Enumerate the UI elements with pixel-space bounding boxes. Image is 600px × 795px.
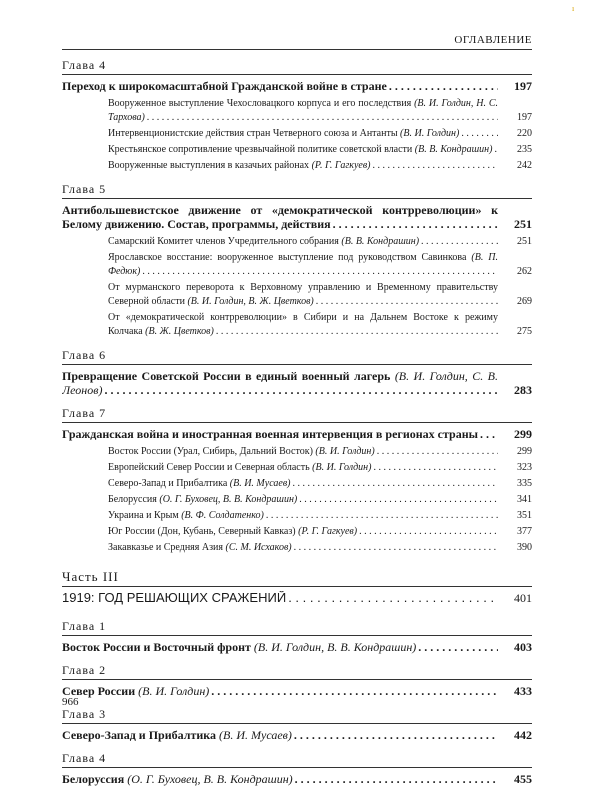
- entry-authors: (В. И. Голдин, С. В. Леонов): [62, 369, 498, 397]
- entry-text: [62, 772, 498, 786]
- entry-authors: (В. И. Голдин, В. В. Кондрашин): [253, 640, 417, 654]
- entry-title: От «демократической контрреволюции» в Сибири и на Дальнем Востоке к режиму Колчака: [108, 312, 498, 337]
- chapter-label: Глава 1: [62, 619, 107, 633]
- page-number: 377: [517, 526, 532, 537]
- entry-text: [62, 728, 498, 742]
- chapter-block: [62, 348, 532, 397]
- entry-authors: (В. В. Кондрашин): [414, 144, 493, 155]
- page-number: 235: [517, 144, 532, 155]
- entry-authors: (Р. Г. Гагкуев): [298, 526, 358, 537]
- section-entry[interactable]: [62, 251, 532, 279]
- chapter-label: Глава 2: [62, 663, 107, 677]
- divider: [62, 723, 532, 724]
- page-number: 251: [514, 217, 532, 231]
- page-number: 269: [517, 296, 532, 307]
- entry-title: Самарский Комитет членов Учредительного собрания: [108, 236, 339, 247]
- divider: [62, 767, 532, 768]
- toc-content: [62, 58, 532, 795]
- page-number: 197: [514, 79, 532, 93]
- entry-title: Переход к широкомасштабной Гражданской войне в стране: [62, 79, 387, 93]
- entry-title: Закавказье и Средняя Азия: [108, 542, 223, 553]
- part-title: 1919: ГОД РЕШАЮЩИХ СРАЖЕНИЙ . . .: [62, 591, 498, 605]
- entry-text: [62, 427, 498, 441]
- page-number: 442: [514, 728, 532, 742]
- divider: [62, 364, 532, 365]
- entry-text: [108, 143, 498, 157]
- entry-text: [108, 541, 498, 555]
- page-number: 455: [514, 772, 532, 786]
- entry-authors: (В. В. Кондрашин): [341, 236, 420, 247]
- entry-authors: (В. И. Голдин): [315, 446, 375, 457]
- section-entry[interactable]: [62, 127, 532, 141]
- chapter-title-entry[interactable]: [62, 79, 532, 93]
- chapter-title-entry[interactable]: [62, 684, 532, 698]
- page-number: 220: [517, 128, 532, 139]
- page-number: 323: [517, 462, 532, 473]
- page-number: 275: [517, 326, 532, 337]
- entry-authors: (О. Г. Буховец, В. В. Кондрашин): [159, 494, 298, 505]
- entry-text: [108, 445, 498, 459]
- entry-authors: (В. И. Мусаев): [229, 478, 291, 489]
- section-entry[interactable]: [62, 159, 532, 173]
- folio-page-number: 966: [62, 696, 79, 708]
- entry-title: Европейский Север России и Северная область: [108, 462, 310, 473]
- chapter-block: [62, 406, 532, 555]
- entry-authors: (В. И. Голдин): [312, 462, 372, 473]
- chapter-block: [62, 58, 532, 173]
- entry-title: Украина и Крым: [108, 510, 179, 521]
- entry-text: [108, 311, 498, 339]
- entry-title: От мурманского переворота к Верховному управлению и Временному правительству Северной области: [108, 282, 498, 307]
- chapter-block: [62, 619, 532, 654]
- bottom-chapters: [62, 619, 532, 786]
- chapter-label: Глава 4: [62, 751, 107, 765]
- entry-title: Восток России (Урал, Сибирь, Дальний Восток): [108, 446, 313, 457]
- page-number: 242: [517, 160, 532, 171]
- divider: [62, 198, 532, 199]
- page-number: 433: [514, 684, 532, 698]
- entry-authors: (С. М. Исхаков): [225, 542, 292, 553]
- entry-text: [62, 369, 498, 397]
- part-label: Часть III: [62, 569, 119, 584]
- section-entry[interactable]: [62, 525, 532, 539]
- entry-authors: (В. И. Голдин, В. Ж. Цветков): [187, 296, 314, 307]
- entry-authors: (В. И. Голдин): [400, 128, 460, 139]
- entry-title: Антибольшевистское движение от «демократической контрреволюции» к Белому движению. Состав, программы, действия: [62, 203, 498, 231]
- entry-text: [62, 203, 498, 231]
- entry-text: [108, 97, 498, 125]
- entry-title: Юг России (Дон, Кубань, Северный Кавказ): [108, 526, 296, 537]
- page-number: 299: [517, 446, 532, 457]
- entry-authors: (В. Ж. Цветков): [145, 326, 214, 337]
- entry-text: [108, 281, 498, 309]
- section-entry[interactable]: [62, 97, 532, 125]
- page-number: 197: [517, 112, 532, 123]
- page-number: 403: [514, 640, 532, 654]
- entry-text: [108, 493, 498, 507]
- entry-text: [62, 640, 498, 654]
- entry-text: [108, 235, 498, 249]
- page-number: 283: [514, 383, 532, 397]
- chapter-block: [62, 707, 532, 742]
- chapter-label: Глава 6: [62, 348, 107, 362]
- running-header: ОГЛАВЛЕНИЕ: [62, 34, 532, 50]
- entry-text: [108, 461, 498, 475]
- chapter-title-entry[interactable]: [62, 772, 532, 786]
- entry-authors: (В. И. Голдин): [138, 684, 210, 698]
- section-entry[interactable]: [62, 281, 532, 309]
- top-chapters: [62, 58, 532, 555]
- chapter-block: [62, 663, 532, 698]
- chapter-block: [62, 751, 532, 786]
- entry-title: Интервенционистские действия стран Четверного союза и Антанты: [108, 128, 398, 139]
- entry-text: [108, 159, 498, 173]
- page-number: 351: [517, 510, 532, 521]
- chapter-label: Глава 3: [62, 707, 107, 721]
- entry-title: Превращение Советской России в единый военный лагерь: [62, 369, 391, 383]
- chapter-title-entry[interactable]: [62, 640, 532, 654]
- corner-mark: ı: [572, 4, 575, 13]
- entry-text: [62, 684, 498, 698]
- chapter-title-entry[interactable]: [62, 203, 532, 231]
- entry-title: Крестьянское сопротивление чрезвычайной политике советской власти: [108, 144, 413, 155]
- chapter-title-entry[interactable]: [62, 369, 532, 397]
- entry-authors: (В. И. Голдин, Н. С. Тархова): [108, 98, 498, 123]
- entry-title: Вооруженные выступления в казачьих районах: [108, 160, 310, 171]
- entry-text: [108, 509, 498, 523]
- entry-title: Север России: [62, 684, 136, 698]
- entry-text: [108, 477, 498, 491]
- part-section: [62, 569, 532, 605]
- entry-authors: (В. И. Мусаев): [219, 728, 292, 742]
- entry-title: Северо-Запад и Прибалтика: [108, 478, 228, 489]
- entry-authors: (О. Г. Буховец, В. В. Кондрашин): [127, 772, 293, 786]
- page-number: 262: [517, 266, 532, 277]
- entry-title: Белоруссия: [62, 772, 125, 786]
- divider: [62, 679, 532, 680]
- entry-title: Вооруженное выступление Чехословацкого корпуса и его последствия: [108, 98, 412, 109]
- section-entry[interactable]: [62, 541, 532, 555]
- entry-authors: (В. Ф. Солдатенко): [181, 510, 264, 521]
- section-entry[interactable]: [62, 311, 532, 339]
- section-entry[interactable]: [62, 509, 532, 523]
- page-number: 335: [517, 478, 532, 489]
- page-number: 299: [514, 427, 532, 441]
- divider: [62, 586, 532, 587]
- divider: [62, 635, 532, 636]
- entry-text: [108, 127, 498, 141]
- entry-title: Северо-Запад и Прибалтика: [62, 728, 216, 742]
- section-entry[interactable]: [62, 493, 532, 507]
- divider: [62, 422, 532, 423]
- entry-title: Восток России и Восточный фронт: [62, 640, 251, 654]
- entry-title: Белоруссия: [108, 494, 157, 505]
- entry-text: [108, 251, 498, 279]
- entry-authors: (Р. Г. Гагкуев): [311, 160, 371, 171]
- section-entry[interactable]: [62, 143, 532, 157]
- chapter-label: Глава 4: [62, 58, 107, 72]
- section-entry[interactable]: [62, 235, 532, 249]
- part-entry[interactable]: [62, 591, 532, 605]
- section-entry[interactable]: [62, 477, 532, 491]
- entry-authors: (В. П. Федюк): [108, 252, 498, 277]
- page-number: 251: [517, 236, 532, 247]
- page-number: 390: [517, 542, 532, 553]
- entry-title: Ярославское восстание: вооруженное выступление под руководством Савинкова: [108, 252, 467, 263]
- chapter-label: Глава 5: [62, 182, 107, 196]
- page-number: 401: [514, 591, 532, 605]
- entry-text: [62, 79, 498, 93]
- section-entry[interactable]: [62, 461, 532, 475]
- chapter-title-entry[interactable]: [62, 427, 532, 441]
- entry-text: [108, 525, 498, 539]
- chapter-label: Глава 7: [62, 406, 107, 420]
- divider: [62, 74, 532, 75]
- page-number: 341: [517, 494, 532, 505]
- section-entry[interactable]: [62, 445, 532, 459]
- chapter-title-entry[interactable]: [62, 728, 532, 742]
- entry-title: Гражданская война и иностранная военная интервенция в регионах страны: [62, 427, 479, 441]
- chapter-block: [62, 182, 532, 339]
